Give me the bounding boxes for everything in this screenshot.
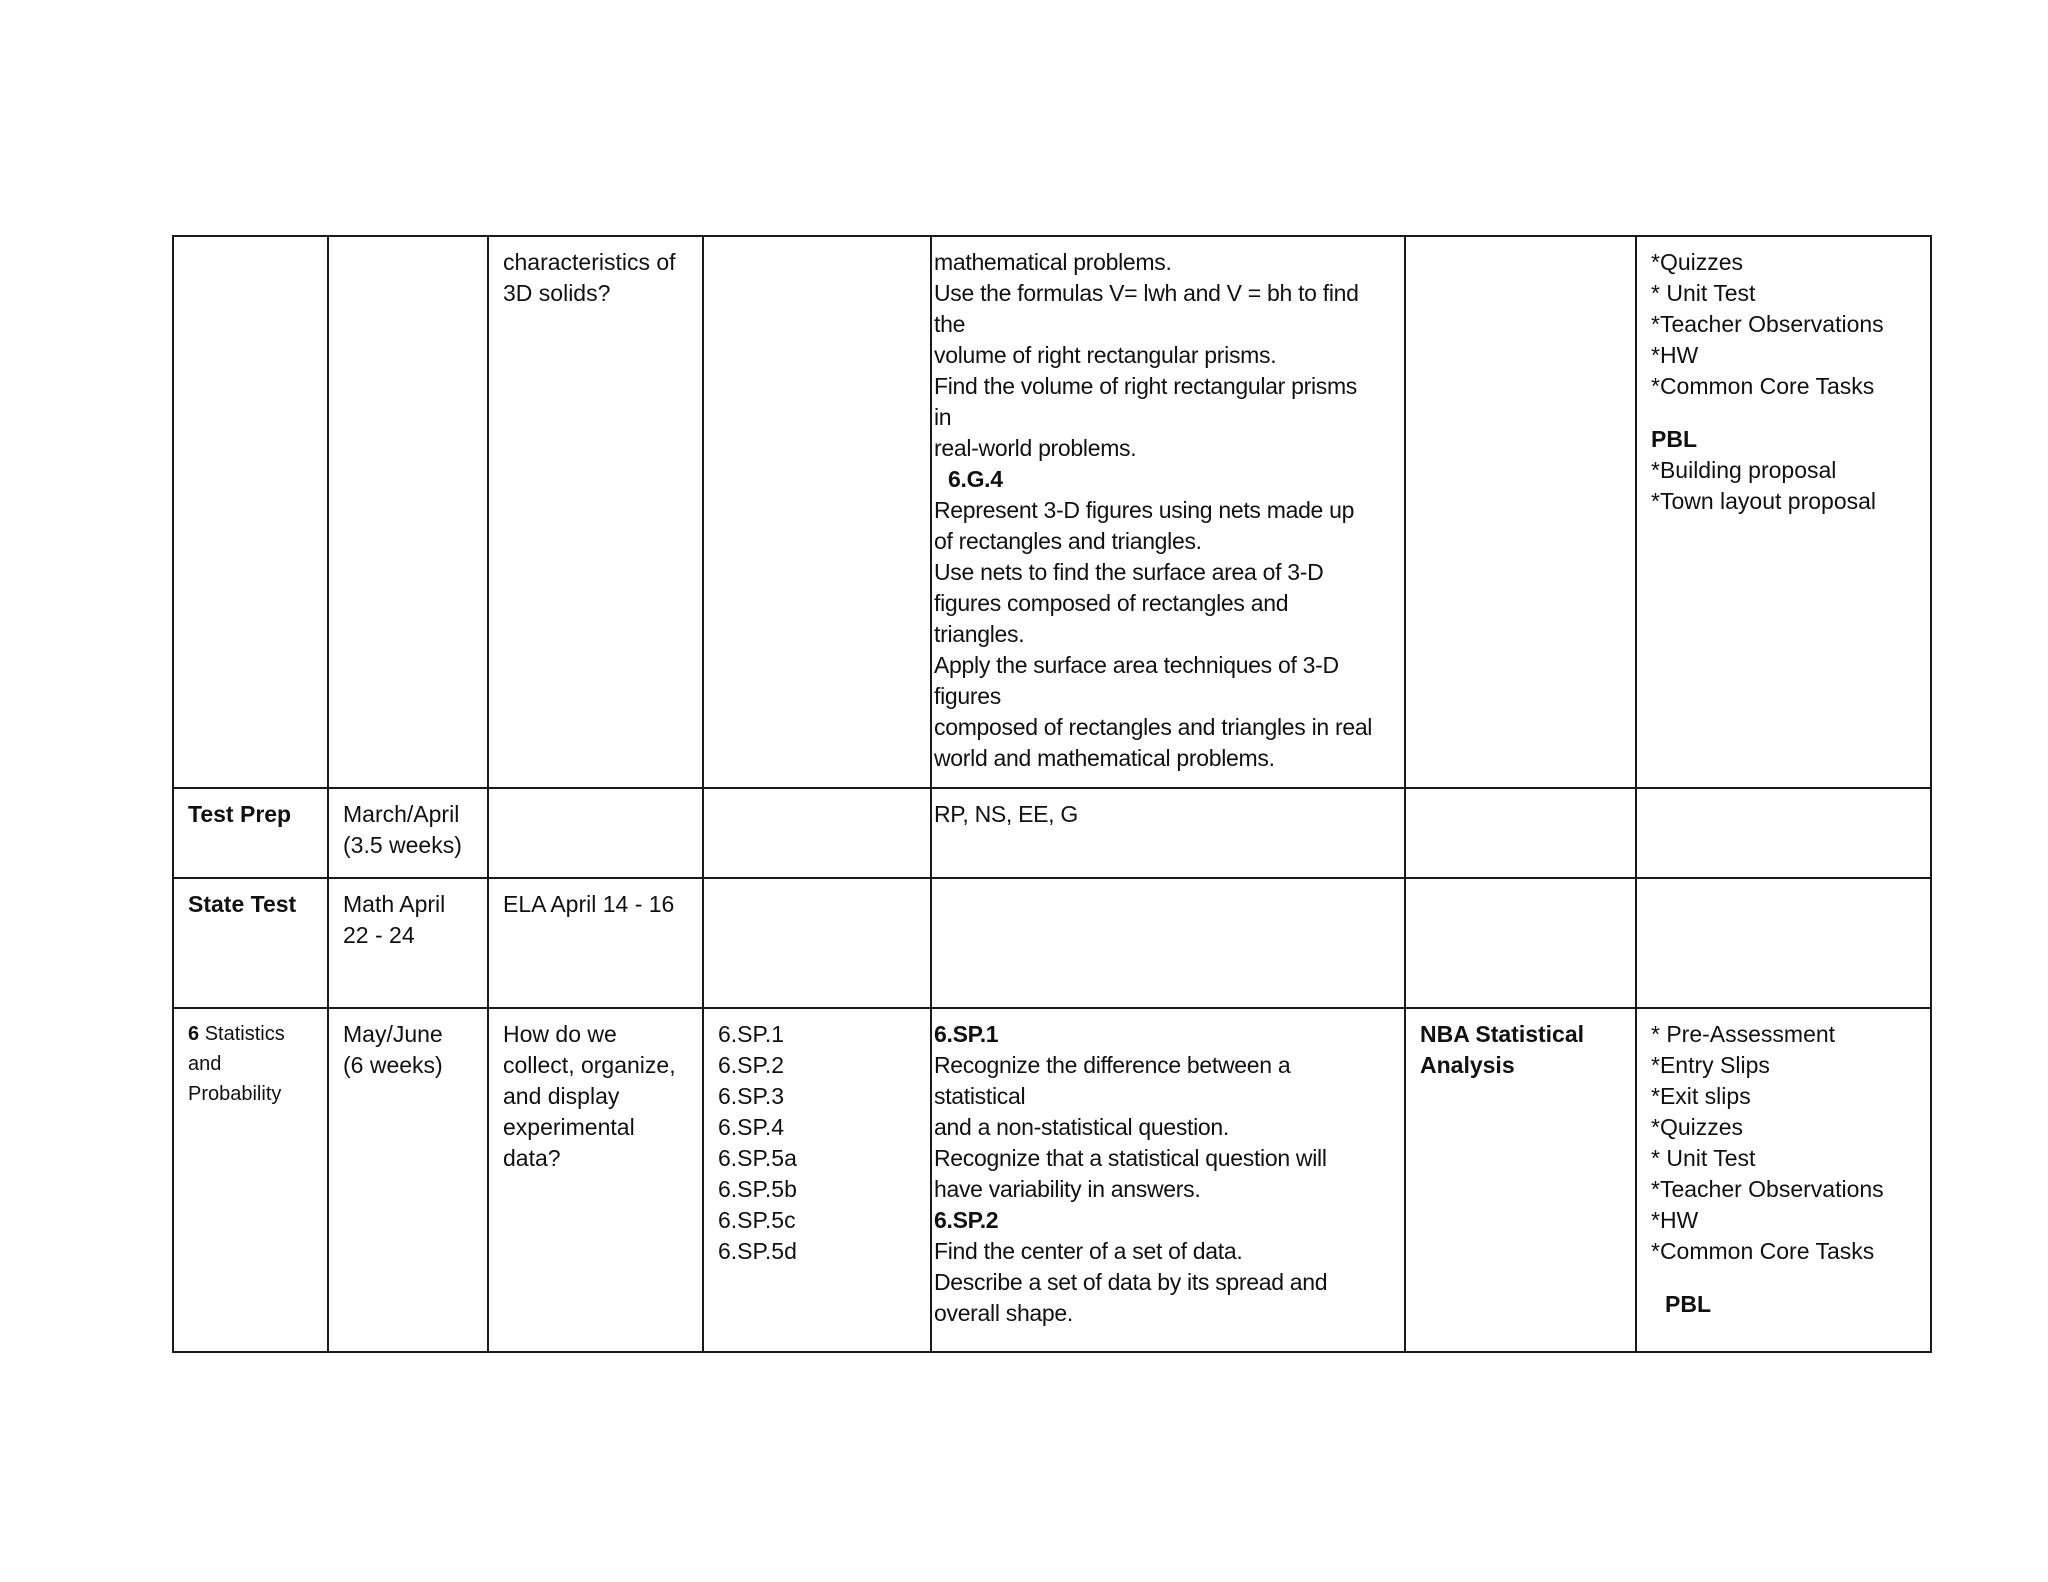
standard-description-line: real-world problems.: [934, 435, 1137, 461]
standard-description-line: Recognize that a statistical question will: [934, 1145, 1327, 1171]
essential-question-cell: [488, 878, 703, 1008]
list-item: * Pre-Assessment: [1651, 1021, 1836, 1047]
unit-name-line: Statistics: [204, 1023, 285, 1045]
list-item: 6.SP.3: [718, 1083, 785, 1109]
list-item: and display: [503, 1083, 620, 1109]
list-item: *Town layout proposal: [1651, 488, 1877, 514]
timeframe-line: (6 weeks): [343, 1052, 443, 1078]
list-item: *HW: [1651, 1207, 1699, 1233]
standard-code: 6.SP.1: [934, 1021, 999, 1047]
unit-name: Test Prep: [188, 801, 292, 827]
list-item: experimental: [503, 1114, 635, 1140]
standard-description-line: of rectangles and triangles.: [934, 528, 1202, 554]
project-cell: [1405, 878, 1636, 1008]
timeframe-line: 22 - 24: [343, 922, 415, 948]
list-item: * Unit Test: [1651, 280, 1756, 306]
unit-cell: [173, 788, 328, 878]
standard-description-line: in: [934, 404, 952, 430]
standard-code: 6.G.4: [948, 466, 1003, 492]
table-row: [173, 878, 1931, 1008]
project-line: Analysis: [1420, 1052, 1515, 1078]
standards-text-line: RP, NS, EE, G: [934, 801, 1078, 827]
essential-question-cell: [488, 1008, 703, 1352]
standards-text-cell: [931, 236, 1405, 788]
standards-cell: [703, 788, 931, 878]
list-item: 6.SP.5c: [718, 1207, 796, 1233]
standards-cell: [703, 1008, 931, 1352]
standard-description-line: triangles.: [934, 621, 1025, 647]
list-item: *Quizzes: [1651, 249, 1744, 275]
standard-description-line: Find the volume of right rectangular prisms: [934, 373, 1358, 399]
standard-description-line: world and mathematical problems.: [934, 745, 1275, 771]
timeframe-line: March/April: [343, 801, 460, 827]
standard-code: 6.SP.2: [934, 1207, 999, 1233]
essential-question-line: 3D solids?: [503, 280, 611, 306]
list-item: *Common Core Tasks: [1651, 1238, 1875, 1264]
standard-description-line: mathematical problems.: [934, 249, 1172, 275]
timeframe-cell: [328, 788, 488, 878]
unit-number: 6: [188, 1023, 200, 1045]
unit-cell: [173, 1008, 328, 1352]
standards-cell: [703, 878, 931, 1008]
pbl-label: PBL: [1651, 426, 1697, 452]
standard-description-line: Find the center of a set of data.: [934, 1238, 1243, 1264]
timeframe-cell: [328, 878, 488, 1008]
unit-name-line: Probability: [188, 1083, 282, 1105]
essential-question-cell: [488, 788, 703, 878]
assessment-cell: [1636, 236, 1931, 788]
list-item: 6.SP.1: [718, 1021, 785, 1047]
text-list: [718, 1019, 916, 1267]
unit-name-line: and: [188, 1053, 222, 1075]
list-item: How do we: [503, 1021, 617, 1047]
standard-description-line: have variability in answers.: [934, 1176, 1201, 1202]
curriculum-map-table: [172, 235, 1932, 1353]
table-row: [173, 236, 1931, 788]
standard-description-line: and a non-statistical question.: [934, 1114, 1230, 1140]
timeframe-line: (3.5 weeks): [343, 832, 462, 858]
text-list: [503, 1019, 688, 1174]
list-item: *Teacher Observations: [1651, 311, 1884, 337]
standard-description-line: Apply the surface area techniques of 3-D: [934, 652, 1339, 678]
standard-description-line: Describe a set of data by its spread and: [934, 1269, 1328, 1295]
standard-description-line: overall shape.: [934, 1300, 1073, 1326]
list-item: *HW: [1651, 342, 1699, 368]
project-cell: [1405, 236, 1636, 788]
list-item: *Building proposal: [1651, 457, 1837, 483]
standards-text-cell: [931, 788, 1405, 878]
standards-text-cell: [931, 878, 1405, 1008]
timeframe-line: Math April: [343, 891, 446, 917]
standard-description-line: Represent 3-D figures using nets made up: [934, 497, 1355, 523]
standards-text-cell: [931, 1008, 1405, 1352]
standard-description-line: the: [934, 311, 966, 337]
pbl-label: PBL: [1665, 1291, 1711, 1317]
project-cell: [1405, 788, 1636, 878]
list-item: 6.SP.4: [718, 1114, 785, 1140]
list-item: data?: [503, 1145, 561, 1171]
timeframe-cell: [328, 1008, 488, 1352]
text-list: [1651, 455, 1916, 517]
unit-title: [188, 1019, 313, 1049]
standard-description-line: figures composed of rectangles and: [934, 590, 1289, 616]
standard-description-line: volume of right rectangular prisms.: [934, 342, 1277, 368]
list-item: *Entry Slips: [1651, 1052, 1770, 1078]
list-item: 6.SP.5b: [718, 1176, 797, 1202]
table-row: [173, 788, 1931, 878]
list-item: 6.SP.5d: [718, 1238, 797, 1264]
project-line: NBA Statistical: [1420, 1021, 1585, 1047]
assessment-cell: [1636, 1008, 1931, 1352]
standard-description-line: Use the formulas V= lwh and V = bh to find: [934, 280, 1359, 306]
assessment-cell: [1636, 788, 1931, 878]
essential-question-line: ELA April 14 - 16: [503, 891, 675, 917]
list-item: 6.SP.5a: [718, 1145, 797, 1171]
list-item: *Exit slips: [1651, 1083, 1751, 1109]
project-cell: [1405, 1008, 1636, 1352]
list-item: *Quizzes: [1651, 1114, 1744, 1140]
list-item: collect, organize,: [503, 1052, 676, 1078]
unit-name: State Test: [188, 891, 297, 917]
list-item: 6.SP.2: [718, 1052, 785, 1078]
essential-question-cell: [488, 236, 703, 788]
text-list: [1651, 1019, 1916, 1267]
timeframe-cell: [328, 236, 488, 788]
standard-description-line: statistical: [934, 1083, 1026, 1109]
unit-cell: [173, 878, 328, 1008]
list-item: *Common Core Tasks: [1651, 373, 1875, 399]
assessment-cell: [1636, 878, 1931, 1008]
standard-description-line: figures: [934, 683, 1001, 709]
table-row: [173, 1008, 1931, 1352]
list-item: * Unit Test: [1651, 1145, 1756, 1171]
standards-cell: [703, 236, 931, 788]
standard-description-line: composed of rectangles and triangles in real: [934, 714, 1373, 740]
essential-question-line: characteristics of: [503, 249, 676, 275]
standard-description-line: Recognize the difference between a: [934, 1052, 1291, 1078]
standard-description-line: Use nets to find the surface area of 3-D: [934, 559, 1324, 585]
list-item: *Teacher Observations: [1651, 1176, 1884, 1202]
unit-cell: [173, 236, 328, 788]
timeframe-line: May/June: [343, 1021, 443, 1047]
text-list: [1651, 247, 1916, 402]
